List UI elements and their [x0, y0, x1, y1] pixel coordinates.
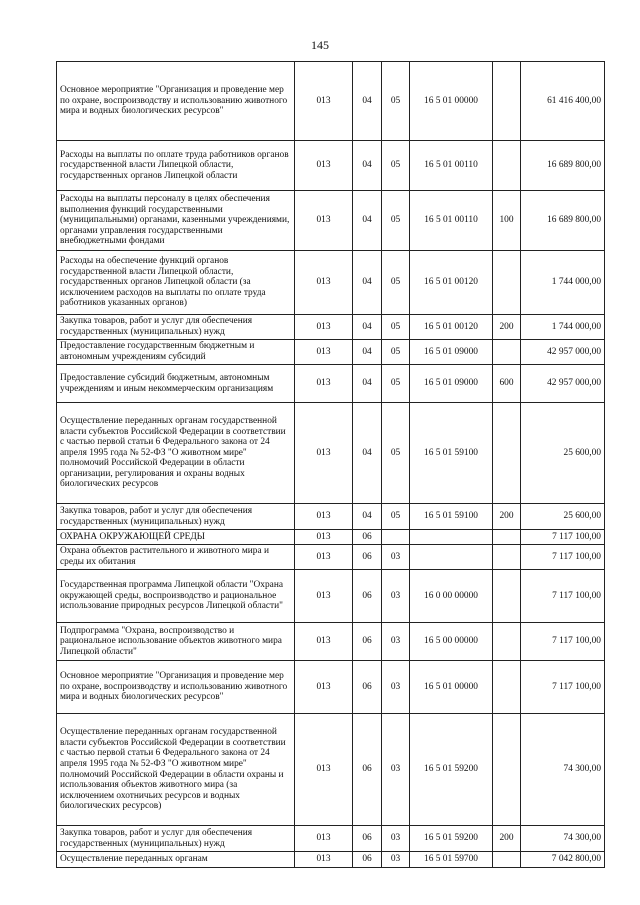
row-section-code: 06	[353, 826, 382, 852]
row-section-code: 06	[353, 570, 382, 623]
page-number: 145	[311, 38, 329, 52]
row-ministry-code: 013	[295, 623, 353, 661]
row-article-code: 16 5 00 00000	[410, 623, 493, 661]
row-name: Расходы на выплаты персоналу в целях обеспечения выполнения функций государственными (муниципальными) органами, казенными учреждениями, органами управления государственными внебюджетными фондами	[57, 191, 295, 251]
row-section-code: 06	[353, 852, 382, 868]
row-name: Предоставление субсидий бюджетным, автономным учреждениям и иным некоммерческим организациям	[57, 365, 295, 403]
row-ministry-code: 013	[295, 365, 353, 403]
row-name: Осуществление переданных органам государственной власти субъектов Российской Федерации в соответствии с частью первой статьи 6 Федерального закона от 24 апреля 1995 года № 52-ФЗ "О животном мире" полномочий Российской Федерации в области охраны и использования объектов животного мира (за исключением охотничьих ресурсов и водных биологических ресурсов)	[57, 714, 295, 826]
row-article-code: 16 5 01 00000	[410, 661, 493, 714]
row-expense-type	[493, 623, 521, 661]
row-amount: 1 744 000,00	[521, 315, 605, 340]
row-section-code: 04	[353, 141, 382, 191]
row-amount: 61 416 400,00	[521, 62, 605, 141]
row-section-code: 04	[353, 365, 382, 403]
row-amount: 42 957 000,00	[521, 365, 605, 403]
budget-table	[56, 61, 605, 868]
row-subsection-code	[382, 530, 410, 545]
row-ministry-code: 013	[295, 661, 353, 714]
row-article-code: 16 5 01 59200	[410, 714, 493, 826]
table-row	[57, 251, 605, 315]
row-article-code: 16 5 01 00120	[410, 315, 493, 340]
row-article-code: 16 5 01 59700	[410, 852, 493, 868]
table-row	[57, 623, 605, 661]
row-expense-type	[493, 661, 521, 714]
row-ministry-code: 013	[295, 62, 353, 141]
row-article-code: 16 0 00 00000	[410, 570, 493, 623]
row-article-code: 16 5 01 00000	[410, 62, 493, 141]
row-subsection-code: 05	[382, 365, 410, 403]
row-expense-type: 600	[493, 365, 521, 403]
row-section-code: 06	[353, 545, 382, 570]
row-section-code: 06	[353, 661, 382, 714]
row-subsection-code: 05	[382, 403, 410, 504]
row-article-code	[410, 545, 493, 570]
row-article-code	[410, 530, 493, 545]
row-ministry-code: 013	[295, 530, 353, 545]
row-subsection-code: 05	[382, 340, 410, 365]
row-article-code: 16 5 01 00110	[410, 191, 493, 251]
row-ministry-code: 013	[295, 504, 353, 530]
row-article-code: 16 5 01 59200	[410, 826, 493, 852]
row-expense-type	[493, 570, 521, 623]
row-section-code: 06	[353, 530, 382, 545]
row-section-code: 04	[353, 315, 382, 340]
row-subsection-code: 05	[382, 251, 410, 315]
row-article-code: 16 5 01 59100	[410, 504, 493, 530]
table-row	[57, 530, 605, 545]
table-row	[57, 661, 605, 714]
table-row	[57, 570, 605, 623]
table-row	[57, 403, 605, 504]
row-ministry-code: 013	[295, 570, 353, 623]
row-subsection-code: 03	[382, 852, 410, 868]
row-name: Закупка товаров, работ и услуг для обеспечения государственных (муниципальных) нужд	[57, 315, 295, 340]
row-article-code: 16 5 01 09000	[410, 340, 493, 365]
row-section-code: 06	[353, 714, 382, 826]
row-amount: 7 117 100,00	[521, 530, 605, 545]
row-ministry-code: 013	[295, 315, 353, 340]
row-name: Основное мероприятие "Организация и проведение мер по охране, воспроизводству и использованию животного мира и водных биологических ресурсов"	[57, 62, 295, 141]
row-name: Осуществление переданных органам	[57, 852, 295, 868]
row-article-code: 16 5 01 00120	[410, 251, 493, 315]
row-section-code: 04	[353, 251, 382, 315]
row-name: Закупка товаров, работ и услуг для обеспечения государственных (муниципальных) нужд	[57, 504, 295, 530]
row-section-code: 06	[353, 623, 382, 661]
row-amount: 16 689 800,00	[521, 191, 605, 251]
row-expense-type	[493, 714, 521, 826]
row-name: Предоставление государственным бюджетным и автономным учреждениям субсидий	[57, 340, 295, 365]
row-ministry-code: 013	[295, 403, 353, 504]
table-row	[57, 315, 605, 340]
row-subsection-code: 05	[382, 191, 410, 251]
row-expense-type: 200	[493, 826, 521, 852]
table-row	[57, 141, 605, 191]
row-subsection-code: 05	[382, 62, 410, 141]
row-expense-type	[493, 340, 521, 365]
table-row	[57, 504, 605, 530]
row-amount: 7 117 100,00	[521, 623, 605, 661]
row-subsection-code: 05	[382, 141, 410, 191]
row-ministry-code: 013	[295, 191, 353, 251]
row-amount: 7 117 100,00	[521, 545, 605, 570]
row-section-code: 04	[353, 340, 382, 365]
table-row	[57, 340, 605, 365]
table-row	[57, 826, 605, 852]
row-ministry-code: 013	[295, 340, 353, 365]
row-expense-type: 200	[493, 504, 521, 530]
row-subsection-code: 05	[382, 504, 410, 530]
row-name: Расходы на обеспечение функций органов государственной власти Липецкой области, государственных органов Липецкой области (за исключением расходов на выплаты по оплате труда работников указанных органов)	[57, 251, 295, 315]
row-amount: 42 957 000,00	[521, 340, 605, 365]
row-amount: 1 744 000,00	[521, 251, 605, 315]
table-row	[57, 365, 605, 403]
row-expense-type	[493, 141, 521, 191]
row-ministry-code: 013	[295, 545, 353, 570]
row-name: ОХРАНА ОКРУЖАЮЩЕЙ СРЕДЫ	[57, 530, 295, 545]
row-amount: 74 300,00	[521, 826, 605, 852]
row-ministry-code: 013	[295, 714, 353, 826]
table-row	[57, 545, 605, 570]
row-subsection-code: 03	[382, 661, 410, 714]
table-row	[57, 191, 605, 251]
row-subsection-code: 03	[382, 826, 410, 852]
table-row	[57, 852, 605, 868]
row-expense-type	[493, 545, 521, 570]
row-name: Закупка товаров, работ и услуг для обеспечения государственных (муниципальных) нужд	[57, 826, 295, 852]
row-ministry-code: 013	[295, 826, 353, 852]
table-row	[57, 62, 605, 141]
table-row	[57, 714, 605, 826]
row-expense-type	[493, 251, 521, 315]
row-expense-type	[493, 403, 521, 504]
row-amount: 74 300,00	[521, 714, 605, 826]
budget-table-body	[57, 62, 605, 868]
row-subsection-code: 03	[382, 545, 410, 570]
row-subsection-code: 03	[382, 714, 410, 826]
row-subsection-code: 03	[382, 570, 410, 623]
row-amount: 7 117 100,00	[521, 661, 605, 714]
row-subsection-code: 05	[382, 315, 410, 340]
row-ministry-code: 013	[295, 141, 353, 191]
row-section-code: 04	[353, 191, 382, 251]
row-article-code: 16 5 01 00110	[410, 141, 493, 191]
row-name: Основное мероприятие "Организация и проведение мер по охране, воспроизводству и использованию животного мира и водных биологических ресурсов"	[57, 661, 295, 714]
row-article-code: 16 5 01 09000	[410, 365, 493, 403]
row-section-code: 04	[353, 403, 382, 504]
row-section-code: 04	[353, 62, 382, 141]
row-section-code: 04	[353, 504, 382, 530]
row-name: Подпрограмма "Охрана, воспроизводство и рациональное использование объектов животного мира Липецкой области"	[57, 623, 295, 661]
row-expense-type: 200	[493, 315, 521, 340]
row-expense-type	[493, 530, 521, 545]
row-name: Осуществление переданных органам государственной власти субъектов Российской Федерации в соответствии с частью первой статьи 6 Федерального закона от 24 апреля 1995 года № 52-ФЗ "О животном мире" полномочий Российской Федерации в области организации, регулирования и охраны водных биологических ресурсов	[57, 403, 295, 504]
row-name: Государственная программа Липецкой области "Охрана окружающей среды, воспроизводство и рациональное использование природных ресурсов Липецкой области"	[57, 570, 295, 623]
row-expense-type	[493, 62, 521, 141]
row-amount: 25 600,00	[521, 504, 605, 530]
row-amount: 7 042 800,00	[521, 852, 605, 868]
row-amount: 7 117 100,00	[521, 570, 605, 623]
row-amount: 16 689 800,00	[521, 141, 605, 191]
row-subsection-code: 03	[382, 623, 410, 661]
row-expense-type: 100	[493, 191, 521, 251]
row-article-code: 16 5 01 59100	[410, 403, 493, 504]
row-ministry-code: 013	[295, 251, 353, 315]
row-expense-type	[493, 852, 521, 868]
row-ministry-code: 013	[295, 852, 353, 868]
row-name: Охрана объектов растительного и животного мира и среды их обитания	[57, 545, 295, 570]
row-amount: 25 600,00	[521, 403, 605, 504]
row-name: Расходы на выплаты по оплате труда работников органов государственной власти Липецкой области, государственных органов Липецкой области	[57, 141, 295, 191]
